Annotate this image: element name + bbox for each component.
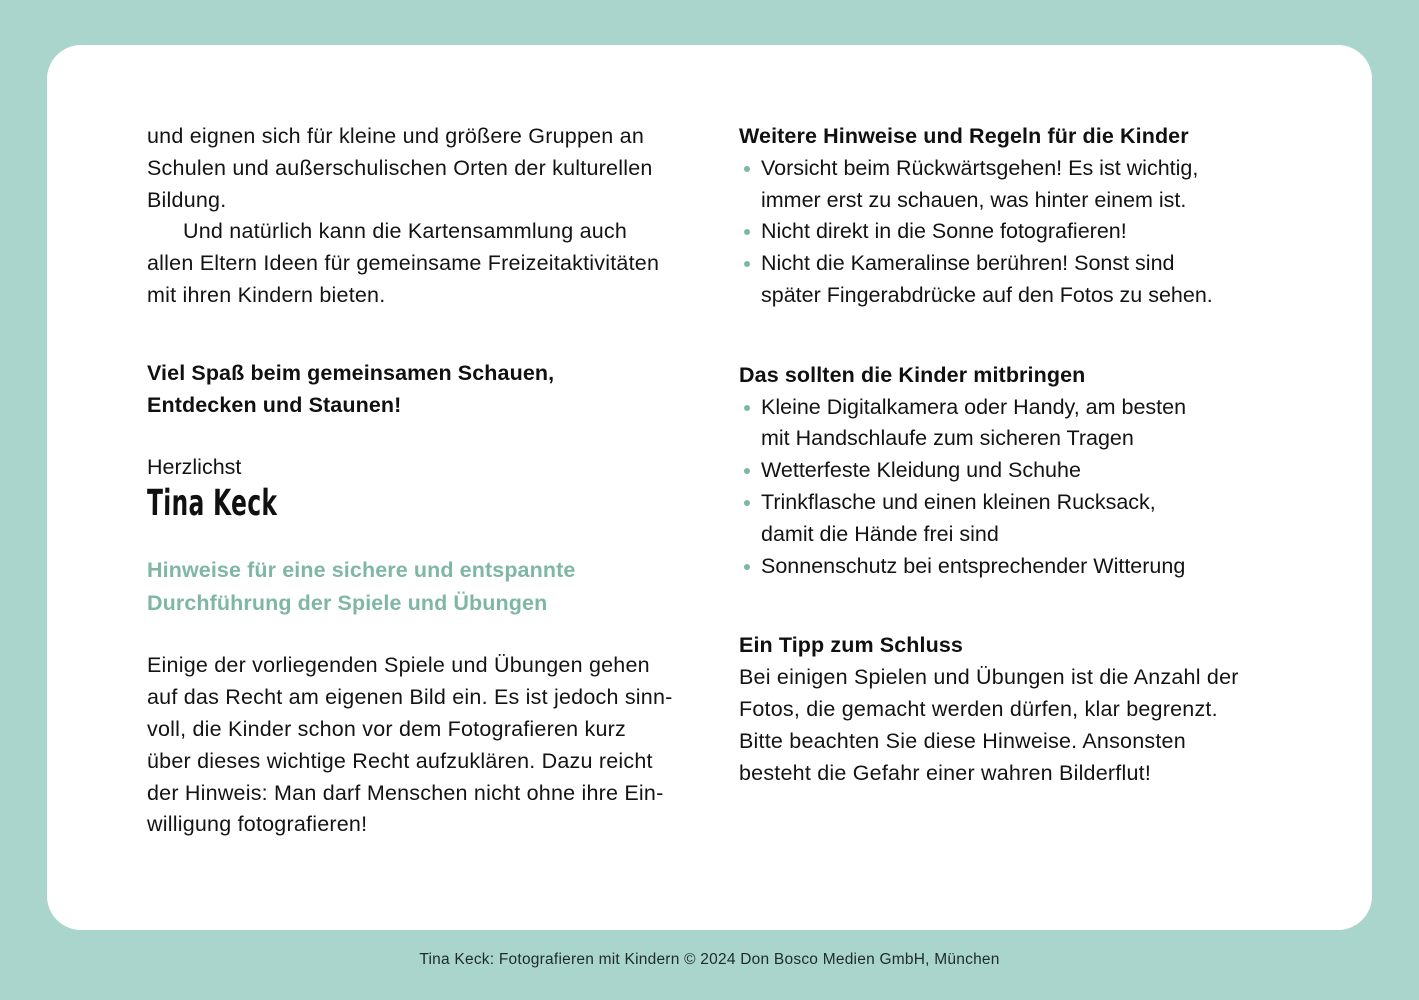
safety-heading-line-2: Durchführung der Spiele und Übungen <box>147 590 548 615</box>
list-item <box>739 487 1317 551</box>
closing-wish-line-1: Viel Spaß beim gemeinsamen Schauen, <box>147 360 555 385</box>
tip-line-1: Bei einigen Spielen und Übungen ist die Anzahl der <box>739 665 1239 690</box>
intro-line-2: Schulen und außerschulischen Orten der kulturellen <box>147 155 653 180</box>
tip-line-3: Bitte beachten Sie diese Hinweise. Ansonsten <box>739 728 1186 753</box>
list-item <box>739 551 1317 583</box>
intro-line-4: Und natürlich kann die Kartensammlung auch <box>183 219 628 244</box>
spacer-before-bring <box>739 312 1317 360</box>
rules-item-2-line-1: Nicht direkt in die Sonne fotografieren! <box>761 219 1127 244</box>
rights-line-1: Einige der vorliegenden Spiele und Übungen gehen <box>147 653 650 678</box>
bring-item-3-line-1: Trinkflasche und einen kleinen Rucksack, <box>761 489 1156 514</box>
bring-item-2-line-1: Wetterfeste Kleidung und Schuhe <box>761 458 1081 483</box>
spacer-before-safety-heading <box>147 524 695 554</box>
closing-wish <box>147 358 695 422</box>
list-item <box>739 216 1317 248</box>
bullet-dot-icon <box>744 166 750 172</box>
right-column <box>739 121 1317 789</box>
tip-line-4: besteht die Gefahr einer wahren Bilderflut! <box>739 760 1152 785</box>
bullet-dot-icon <box>744 500 750 506</box>
list-item <box>739 248 1317 312</box>
rights-paragraph <box>147 650 695 841</box>
bring-item-3-line-2: damit die Hände frei sind <box>761 521 999 546</box>
signature-name: Tina Keck <box>146 483 278 525</box>
tip-heading: Ein Tipp zum Schluss <box>739 633 963 658</box>
bring-item-1-line-2: mit Handschlaufe zum sicheren Tragen <box>761 426 1134 451</box>
safety-heading-line-1: Hinweise für eine sichere und entspannte <box>147 558 576 583</box>
content-card <box>47 45 1372 930</box>
rules-item-1-line-2: immer erst zu schauen, was hinter einem ist. <box>761 187 1187 212</box>
intro-line-5: allen Eltern Ideen für gemeinsame Freizeitaktivitäten <box>147 251 660 276</box>
intro-line-6: mit ihren Kindern bieten. <box>147 282 386 307</box>
list-item <box>739 455 1317 487</box>
bullet-dot-icon <box>744 468 750 474</box>
signature-label: Herzlichst <box>147 455 242 480</box>
spacer-after-intro <box>147 312 695 358</box>
rules-item-3-line-2: später Fingerabdrücke auf den Fotos zu sehen. <box>761 282 1213 307</box>
bullet-dot-icon <box>744 564 750 570</box>
rules-item-1-line-1: Vorsicht beim Rückwärtsgehen! Es ist wichtig, <box>761 155 1199 180</box>
bring-item-1-line-1: Kleine Digitalkamera oder Handy, am besten <box>761 394 1187 419</box>
rules-heading: Weitere Hinweise und Regeln für die Kinder <box>739 124 1189 148</box>
safety-heading <box>147 554 695 619</box>
left-column <box>147 121 695 841</box>
rules-list <box>739 153 1317 312</box>
intro-paragraph <box>147 121 695 312</box>
rules-item-3-line-1: Nicht die Kameralinse berühren! Sonst sind <box>761 251 1175 276</box>
two-column-layout <box>147 121 1317 841</box>
bullet-dot-icon <box>744 229 750 235</box>
bring-list <box>739 392 1317 583</box>
bullet-dot-icon <box>744 261 750 267</box>
rights-line-2: auf das Recht am eigenen Bild ein. Es ist jedoch sinn- <box>147 685 673 710</box>
bring-heading: Das sollten die Kinder mitbringen <box>739 362 1086 387</box>
tip-line-2: Fotos, die gemacht werden dürfen, klar begrenzt. <box>739 696 1218 721</box>
bullet-dot-icon <box>744 405 750 411</box>
bring-item-4-line-1: Sonnenschutz bei entsprechender Witterung <box>761 553 1186 578</box>
spacer-before-tip <box>739 582 1317 630</box>
spacer-before-rights <box>147 619 695 650</box>
rights-line-4: über dieses wichtige Recht aufzuklären. Dazu reicht <box>147 748 653 773</box>
rights-line-3: voll, die Kinder schon vor dem Fotografieren kurz <box>147 716 626 741</box>
tip-paragraph <box>739 662 1317 789</box>
footer-credit: Tina Keck: Fotografieren mit Kindern © 2024 Don Bosco Medien GmbH, München <box>419 951 1000 968</box>
intro-line-1: und eignen sich für kleine und größere Gruppen an <box>147 124 644 148</box>
rights-line-5: der Hinweis: Man darf Menschen nicht ohne ihre Ein- <box>147 780 664 805</box>
list-item <box>739 153 1317 217</box>
closing-wish-line-2: Entdecken und Staunen! <box>147 392 402 417</box>
spacer-before-signature <box>147 421 695 452</box>
rights-line-6: willigung fotografieren! <box>147 812 368 837</box>
list-item <box>739 392 1317 456</box>
intro-line-3: Bildung. <box>147 187 227 212</box>
